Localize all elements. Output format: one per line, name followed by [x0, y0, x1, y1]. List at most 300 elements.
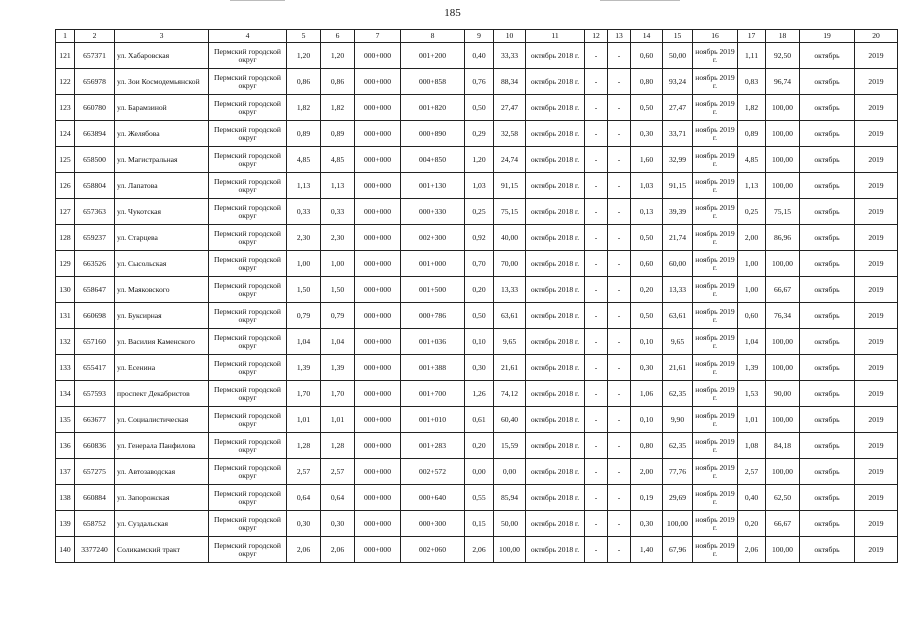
cell-row-number: 125: [56, 147, 75, 173]
cell-row-number: 133: [56, 355, 75, 381]
cell-row-number: 139: [56, 511, 75, 537]
cell-repaired-pct: 13,33: [494, 277, 526, 303]
cell-end-km: 001+283: [401, 433, 465, 459]
cell-street-name: ул. Хабаровская: [115, 43, 209, 69]
cell-repaired-pct: 21,61: [494, 355, 526, 381]
cell-street-name: ул. Запорожская: [115, 485, 209, 511]
cell-municipality: Пермский городской округ: [209, 147, 287, 173]
cell-repaired-km: 2,06: [465, 537, 494, 563]
cell-plan-date: ноябрь 2019 г.: [693, 433, 738, 459]
cell-length-total: 1,50: [287, 277, 321, 303]
cell-length-km: 2,57: [321, 459, 355, 485]
table-row: [56, 485, 898, 511]
cell-municipality: Пермский городской округ: [209, 277, 287, 303]
cell-start-km: 000+000: [355, 121, 401, 147]
cell-result-pct: 62,50: [766, 485, 800, 511]
cell-month: октябрь: [800, 225, 855, 251]
cell-col-13: -: [608, 303, 631, 329]
cell-row-number: 140: [56, 537, 75, 563]
cell-municipality: Пермский городской округ: [209, 43, 287, 69]
cell-planned-pct: 9,65: [663, 329, 693, 355]
cell-planned-pct: 50,00: [663, 43, 693, 69]
cell-start-km: 000+000: [355, 199, 401, 225]
cell-end-km: 002+300: [401, 225, 465, 251]
table-row: [56, 407, 898, 433]
cell-municipality: Пермский городской округ: [209, 329, 287, 355]
cell-row-number: 131: [56, 303, 75, 329]
cell-planned-pct: 91,15: [663, 173, 693, 199]
cell-plan-date: ноябрь 2019 г.: [693, 303, 738, 329]
cell-result-pct: 100,00: [766, 329, 800, 355]
cell-length-total: 1,39: [287, 355, 321, 381]
cell-length-km: 1,04: [321, 329, 355, 355]
column-header-7: 7: [355, 30, 401, 43]
cell-row-number: 121: [56, 43, 75, 69]
cell-col-12: -: [585, 329, 608, 355]
cell-planned-km: 0,30: [631, 511, 663, 537]
cell-result-pct: 100,00: [766, 459, 800, 485]
table-row: [56, 329, 898, 355]
cell-planned-km: 0,80: [631, 69, 663, 95]
top-edge-mark: [230, 0, 285, 1]
cell-plan-date: ноябрь 2019 г.: [693, 407, 738, 433]
table-row: [56, 225, 898, 251]
cell-length-km: 1,39: [321, 355, 355, 381]
cell-result-km: 1,82: [738, 95, 766, 121]
cell-month: октябрь: [800, 459, 855, 485]
cell-start-km: 000+000: [355, 433, 401, 459]
cell-start-km: 000+000: [355, 511, 401, 537]
cell-year: 2019: [855, 537, 898, 563]
cell-year: 2019: [855, 173, 898, 199]
cell-col-12: -: [585, 459, 608, 485]
cell-end-km: 000+300: [401, 511, 465, 537]
cell-end-km: 001+036: [401, 329, 465, 355]
cell-road-id: 658804: [75, 173, 115, 199]
cell-start-km: 000+000: [355, 537, 401, 563]
cell-repair-date: октябрь 2018 г.: [526, 199, 585, 225]
cell-month: октябрь: [800, 511, 855, 537]
cell-result-km: 1,08: [738, 433, 766, 459]
cell-end-km: 002+572: [401, 459, 465, 485]
column-header-19: 19: [800, 30, 855, 43]
cell-row-number: 130: [56, 277, 75, 303]
cell-planned-km: 0,13: [631, 199, 663, 225]
cell-month: октябрь: [800, 407, 855, 433]
cell-end-km: 000+858: [401, 69, 465, 95]
cell-repaired-km: 0,20: [465, 433, 494, 459]
cell-result-km: 0,89: [738, 121, 766, 147]
cell-planned-km: 0,60: [631, 251, 663, 277]
cell-length-total: 2,57: [287, 459, 321, 485]
cell-repair-date: октябрь 2018 г.: [526, 95, 585, 121]
cell-result-pct: 100,00: [766, 147, 800, 173]
cell-road-id: 658647: [75, 277, 115, 303]
cell-col-12: -: [585, 433, 608, 459]
cell-length-km: 1,50: [321, 277, 355, 303]
cell-result-km: 2,00: [738, 225, 766, 251]
cell-year: 2019: [855, 147, 898, 173]
cell-col-13: -: [608, 225, 631, 251]
cell-planned-pct: 67,96: [663, 537, 693, 563]
cell-end-km: 001+200: [401, 43, 465, 69]
cell-length-km: 1,13: [321, 173, 355, 199]
cell-col-13: -: [608, 407, 631, 433]
cell-repaired-km: 0,15: [465, 511, 494, 537]
cell-street-name: ул. Автозаводская: [115, 459, 209, 485]
cell-month: октябрь: [800, 147, 855, 173]
cell-month: октябрь: [800, 355, 855, 381]
cell-length-total: 0,89: [287, 121, 321, 147]
cell-municipality: Пермский городской округ: [209, 69, 287, 95]
cell-municipality: Пермский городской округ: [209, 433, 287, 459]
cell-repair-date: октябрь 2018 г.: [526, 277, 585, 303]
cell-start-km: 000+000: [355, 277, 401, 303]
cell-repaired-pct: 27,47: [494, 95, 526, 121]
data-table: [55, 29, 898, 563]
cell-length-km: 0,30: [321, 511, 355, 537]
cell-col-12: -: [585, 537, 608, 563]
column-header-16: 16: [693, 30, 738, 43]
cell-start-km: 000+000: [355, 95, 401, 121]
cell-repaired-km: 0,30: [465, 355, 494, 381]
cell-repaired-pct: 15,59: [494, 433, 526, 459]
column-header-10: 10: [494, 30, 526, 43]
cell-repaired-km: 0,92: [465, 225, 494, 251]
page-number: 185: [444, 7, 461, 19]
cell-street-name: ул. Генерала Панфилова: [115, 433, 209, 459]
cell-repair-date: октябрь 2018 г.: [526, 433, 585, 459]
cell-col-13: -: [608, 355, 631, 381]
cell-street-name: ул. Социалистическая: [115, 407, 209, 433]
cell-year: 2019: [855, 355, 898, 381]
cell-repaired-pct: 50,00: [494, 511, 526, 537]
table-row: [56, 251, 898, 277]
table-row: [56, 147, 898, 173]
cell-col-12: -: [585, 303, 608, 329]
table-row: [56, 43, 898, 69]
cell-planned-km: 0,50: [631, 225, 663, 251]
cell-result-km: 1,00: [738, 277, 766, 303]
cell-result-km: 0,83: [738, 69, 766, 95]
cell-month: октябрь: [800, 251, 855, 277]
cell-result-pct: 92,50: [766, 43, 800, 69]
cell-road-id: 657593: [75, 381, 115, 407]
cell-street-name: ул. Маяковского: [115, 277, 209, 303]
cell-repaired-pct: 85,94: [494, 485, 526, 511]
cell-planned-km: 1,40: [631, 537, 663, 563]
cell-repair-date: октябрь 2018 г.: [526, 537, 585, 563]
cell-planned-km: 0,60: [631, 43, 663, 69]
cell-col-12: -: [585, 485, 608, 511]
cell-road-id: 657371: [75, 43, 115, 69]
cell-result-km: 1,04: [738, 329, 766, 355]
cell-end-km: 004+850: [401, 147, 465, 173]
cell-planned-pct: 33,71: [663, 121, 693, 147]
cell-result-pct: 84,18: [766, 433, 800, 459]
cell-street-name: ул. Желябова: [115, 121, 209, 147]
cell-plan-date: ноябрь 2019 г.: [693, 277, 738, 303]
cell-plan-date: ноябрь 2019 г.: [693, 459, 738, 485]
cell-end-km: 000+786: [401, 303, 465, 329]
cell-municipality: Пермский городской округ: [209, 199, 287, 225]
cell-planned-km: 2,00: [631, 459, 663, 485]
cell-col-13: -: [608, 511, 631, 537]
cell-result-km: 1,39: [738, 355, 766, 381]
cell-street-name: ул. Суздальская: [115, 511, 209, 537]
table-row: [56, 69, 898, 95]
table-row: [56, 121, 898, 147]
cell-repaired-pct: 60,40: [494, 407, 526, 433]
cell-length-total: 0,64: [287, 485, 321, 511]
cell-plan-date: ноябрь 2019 г.: [693, 485, 738, 511]
cell-col-12: -: [585, 43, 608, 69]
cell-planned-pct: 32,99: [663, 147, 693, 173]
cell-length-total: 1,28: [287, 433, 321, 459]
cell-col-13: -: [608, 277, 631, 303]
table-row: [56, 199, 898, 225]
cell-result-km: 1,11: [738, 43, 766, 69]
cell-road-id: 663894: [75, 121, 115, 147]
cell-col-13: -: [608, 537, 631, 563]
column-header-14: 14: [631, 30, 663, 43]
cell-result-pct: 96,74: [766, 69, 800, 95]
cell-length-km: 1,01: [321, 407, 355, 433]
cell-length-total: 0,86: [287, 69, 321, 95]
cell-repaired-km: 0,76: [465, 69, 494, 95]
cell-col-13: -: [608, 329, 631, 355]
cell-row-number: 129: [56, 251, 75, 277]
cell-col-12: -: [585, 381, 608, 407]
cell-row-number: 137: [56, 459, 75, 485]
cell-end-km: 001+010: [401, 407, 465, 433]
cell-length-total: 0,33: [287, 199, 321, 225]
cell-length-km: 2,06: [321, 537, 355, 563]
cell-planned-pct: 60,00: [663, 251, 693, 277]
cell-planned-km: 0,10: [631, 329, 663, 355]
cell-month: октябрь: [800, 173, 855, 199]
cell-result-km: 0,25: [738, 199, 766, 225]
cell-start-km: 000+000: [355, 485, 401, 511]
cell-repaired-km: 1,03: [465, 173, 494, 199]
cell-road-id: 657160: [75, 329, 115, 355]
cell-result-km: 1,13: [738, 173, 766, 199]
cell-road-id: 660780: [75, 95, 115, 121]
cell-street-name: ул. Барамзиной: [115, 95, 209, 121]
cell-repaired-pct: 75,15: [494, 199, 526, 225]
cell-col-12: -: [585, 199, 608, 225]
column-header-9: 9: [465, 30, 494, 43]
cell-result-pct: 90,00: [766, 381, 800, 407]
cell-repaired-pct: 0,00: [494, 459, 526, 485]
cell-result-pct: 75,15: [766, 199, 800, 225]
cell-planned-km: 0,50: [631, 303, 663, 329]
cell-col-12: -: [585, 511, 608, 537]
cell-repaired-km: 0,00: [465, 459, 494, 485]
cell-repaired-pct: 63,61: [494, 303, 526, 329]
table-row: [56, 381, 898, 407]
cell-plan-date: ноябрь 2019 г.: [693, 121, 738, 147]
cell-repair-date: октябрь 2018 г.: [526, 173, 585, 199]
cell-year: 2019: [855, 43, 898, 69]
cell-street-name: ул. Есенина: [115, 355, 209, 381]
cell-repaired-pct: 40,00: [494, 225, 526, 251]
cell-road-id: 660884: [75, 485, 115, 511]
cell-year: 2019: [855, 433, 898, 459]
column-header-12: 12: [585, 30, 608, 43]
cell-length-km: 1,20: [321, 43, 355, 69]
cell-road-id: 663526: [75, 251, 115, 277]
cell-length-km: 1,28: [321, 433, 355, 459]
cell-length-total: 1,00: [287, 251, 321, 277]
table-row: [56, 459, 898, 485]
cell-length-km: 0,79: [321, 303, 355, 329]
cell-street-name: проспект Декабристов: [115, 381, 209, 407]
cell-year: 2019: [855, 199, 898, 225]
cell-result-km: 4,85: [738, 147, 766, 173]
cell-length-total: 0,30: [287, 511, 321, 537]
cell-result-km: 2,06: [738, 537, 766, 563]
cell-col-12: -: [585, 147, 608, 173]
cell-length-km: 0,89: [321, 121, 355, 147]
cell-end-km: 001+700: [401, 381, 465, 407]
cell-month: октябрь: [800, 485, 855, 511]
cell-street-name: ул. Буксирная: [115, 303, 209, 329]
table-row: [56, 95, 898, 121]
cell-length-km: 0,64: [321, 485, 355, 511]
cell-result-km: 2,57: [738, 459, 766, 485]
cell-repaired-km: 0,29: [465, 121, 494, 147]
column-header-8: 8: [401, 30, 465, 43]
cell-plan-date: ноябрь 2019 г.: [693, 95, 738, 121]
cell-repair-date: октябрь 2018 г.: [526, 329, 585, 355]
cell-year: 2019: [855, 69, 898, 95]
cell-street-name: ул. Сысольская: [115, 251, 209, 277]
cell-repair-date: октябрь 2018 г.: [526, 147, 585, 173]
cell-month: октябрь: [800, 43, 855, 69]
cell-planned-km: 0,30: [631, 355, 663, 381]
cell-planned-pct: 27,47: [663, 95, 693, 121]
cell-col-12: -: [585, 225, 608, 251]
cell-repair-date: октябрь 2018 г.: [526, 407, 585, 433]
cell-road-id: 3377240: [75, 537, 115, 563]
cell-row-number: 127: [56, 199, 75, 225]
cell-repaired-km: 0,50: [465, 95, 494, 121]
column-header-4: 4: [209, 30, 287, 43]
cell-road-id: 655417: [75, 355, 115, 381]
column-header-6: 6: [321, 30, 355, 43]
table-row: [56, 277, 898, 303]
cell-planned-pct: 21,61: [663, 355, 693, 381]
cell-month: октябрь: [800, 381, 855, 407]
cell-end-km: 001+500: [401, 277, 465, 303]
cell-col-12: -: [585, 407, 608, 433]
cell-result-pct: 66,67: [766, 277, 800, 303]
cell-planned-pct: 93,24: [663, 69, 693, 95]
cell-col-13: -: [608, 173, 631, 199]
cell-plan-date: ноябрь 2019 г.: [693, 329, 738, 355]
cell-repaired-km: 0,25: [465, 199, 494, 225]
cell-result-pct: 66,67: [766, 511, 800, 537]
cell-year: 2019: [855, 95, 898, 121]
cell-street-name: Соликамский тракт: [115, 537, 209, 563]
cell-planned-km: 0,20: [631, 277, 663, 303]
column-header-11: 11: [526, 30, 585, 43]
column-header-2: 2: [75, 30, 115, 43]
cell-length-km: 4,85: [321, 147, 355, 173]
cell-road-id: 658752: [75, 511, 115, 537]
cell-start-km: 000+000: [355, 381, 401, 407]
cell-length-total: 1,04: [287, 329, 321, 355]
cell-plan-date: ноябрь 2019 г.: [693, 381, 738, 407]
cell-planned-pct: 62,35: [663, 433, 693, 459]
cell-month: октябрь: [800, 277, 855, 303]
cell-planned-pct: 63,61: [663, 303, 693, 329]
column-header-13: 13: [608, 30, 631, 43]
cell-planned-pct: 39,39: [663, 199, 693, 225]
cell-result-pct: 100,00: [766, 537, 800, 563]
cell-result-pct: 100,00: [766, 251, 800, 277]
cell-repaired-pct: 33,33: [494, 43, 526, 69]
cell-year: 2019: [855, 329, 898, 355]
cell-result-pct: 100,00: [766, 407, 800, 433]
column-header-18: 18: [766, 30, 800, 43]
cell-length-total: 0,79: [287, 303, 321, 329]
cell-plan-date: ноябрь 2019 г.: [693, 147, 738, 173]
cell-planned-km: 0,10: [631, 407, 663, 433]
cell-month: октябрь: [800, 537, 855, 563]
cell-repaired-pct: 32,58: [494, 121, 526, 147]
cell-municipality: Пермский городской округ: [209, 407, 287, 433]
cell-repair-date: октябрь 2018 г.: [526, 251, 585, 277]
cell-length-total: 1,20: [287, 43, 321, 69]
cell-road-id: 660836: [75, 433, 115, 459]
cell-repaired-km: 0,50: [465, 303, 494, 329]
cell-length-total: 2,30: [287, 225, 321, 251]
cell-row-number: 123: [56, 95, 75, 121]
cell-road-id: 656978: [75, 69, 115, 95]
cell-repaired-km: 0,40: [465, 43, 494, 69]
cell-col-13: -: [608, 147, 631, 173]
cell-planned-km: 1,03: [631, 173, 663, 199]
cell-road-id: 663677: [75, 407, 115, 433]
cell-repair-date: октябрь 2018 г.: [526, 121, 585, 147]
cell-road-id: 657363: [75, 199, 115, 225]
cell-end-km: 000+640: [401, 485, 465, 511]
cell-planned-km: 1,06: [631, 381, 663, 407]
cell-repair-date: октябрь 2018 г.: [526, 303, 585, 329]
cell-result-km: 1,00: [738, 251, 766, 277]
table-row: [56, 173, 898, 199]
cell-street-name: ул. Зои Космодемьянской: [115, 69, 209, 95]
cell-repair-date: октябрь 2018 г.: [526, 511, 585, 537]
cell-plan-date: ноябрь 2019 г.: [693, 511, 738, 537]
cell-result-pct: 100,00: [766, 355, 800, 381]
cell-result-km: 1,53: [738, 381, 766, 407]
cell-start-km: 000+000: [355, 225, 401, 251]
cell-result-km: 0,60: [738, 303, 766, 329]
cell-year: 2019: [855, 459, 898, 485]
cell-street-name: ул. Чукотская: [115, 199, 209, 225]
cell-municipality: Пермский городской округ: [209, 251, 287, 277]
cell-col-13: -: [608, 43, 631, 69]
cell-col-13: -: [608, 95, 631, 121]
cell-result-pct: 100,00: [766, 95, 800, 121]
cell-start-km: 000+000: [355, 407, 401, 433]
cell-plan-date: ноябрь 2019 г.: [693, 43, 738, 69]
cell-row-number: 128: [56, 225, 75, 251]
cell-col-12: -: [585, 277, 608, 303]
